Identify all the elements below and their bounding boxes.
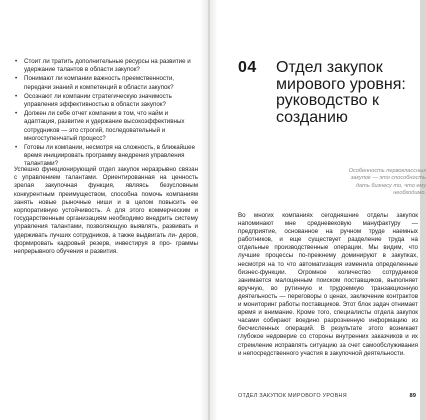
body-paragraph: Успешно функционирующий отдел закупок неразрывно связан с управлением талантами. Ориентированная на ценность зрелая закупочная функция, являясь безусловным конкурентным преимуществом, способна помочь компаниям занять новые рыночные ниши и в целом повысить ее корпоративную устойчивость. А для этого коммерческим и государственным организациям необходимо внедрить систему управления талантами, позволяющую выявлять, развивать и удерживать лучших сотрудников, а также выдвигать ли- деров, формировать кадровый резерв, инвестируя в про- граммы непрерывного обучения и развития. (14, 166, 198, 256)
chapter-title: Отдел закупок мирового уровня: руководство к созданию (276, 59, 406, 126)
running-title: ОТДЕЛ ЗАКУПОК МИРОВОГО УРОВНЯ (238, 393, 347, 399)
bullet-icon: • (15, 75, 18, 83)
chapter-number: 04 (238, 59, 257, 76)
gutter-shadow (210, 0, 218, 420)
list-item-text: Стоит ли тратить дополнительные ресурсы на развитие и удержание талантов в области закупок? (24, 58, 191, 74)
running-footer (238, 393, 416, 399)
list-item (14, 144, 196, 169)
right-page (210, 0, 426, 420)
body-paragraph: Во многих компаниях сегодняшние отделы закупок напоминают мне средневековую мануфактуру — предприятие, основанное на ручном труде наемных работников, и еще существует разделение труда на отдельные производственные операции. Мы видим, что лучшие процессы по-прежнему доминируют в закупках, несмотря на то что автоматизация изменила определенные бизнес-функции. Огромное количество сотрудников занимается малоценным поиском поставщиков, выполняет вручную, во рутинную и трудоемкую транзакционную деятельность — переговоры о ценах, заключение контрактов и мониторинг работы поставщиков. Этот блок задач отнимает время и внимание. Кроме того, специалисты отдела закупок часами собирают воедино разрозненную информацию из бесчисленных операций. В результате этого возникает глубокое недоверие со стороны внутренних заказчиков и их стремление исправлять ситуацию за счет самообслуживания и непосредственного участия в закупочной деятельности. (238, 212, 418, 357)
list-item-text: Должен ли себе отчет компании в том, что найм и адаптация, развитие и удержание высокоэффективных сотрудников — это строгий, последовательный и многоступенчатый процесс? (24, 110, 185, 142)
list-item (14, 58, 196, 74)
pull-quote: Особенность первоклассных закупок — это способность дать бизнесу то, что ему необходимо. (348, 168, 426, 196)
list-item-text: Готовы ли компании, несмотря на сложность, в ближайшее время инициировать программу внедрения управления талантами? (24, 144, 196, 168)
chapter-heading (238, 60, 418, 126)
bullet-icon: • (15, 58, 18, 65)
list-item (14, 93, 196, 109)
list-item-text: Осознают ли компании стратегическую значимость управления эффективностью в области закупок? (24, 92, 172, 109)
question-list (14, 58, 196, 170)
list-item (14, 75, 196, 91)
bullet-icon: • (15, 92, 18, 100)
list-item-text: Понимают ли компании важность преемственности, передачи знаний и компетенций в области закупок? (24, 75, 175, 91)
left-page (0, 0, 208, 420)
list-item (14, 110, 196, 143)
bullet-icon: • (15, 110, 18, 118)
page-number: 89 (409, 393, 416, 399)
gutter-shadow (200, 0, 208, 420)
bullet-icon: • (15, 144, 18, 152)
